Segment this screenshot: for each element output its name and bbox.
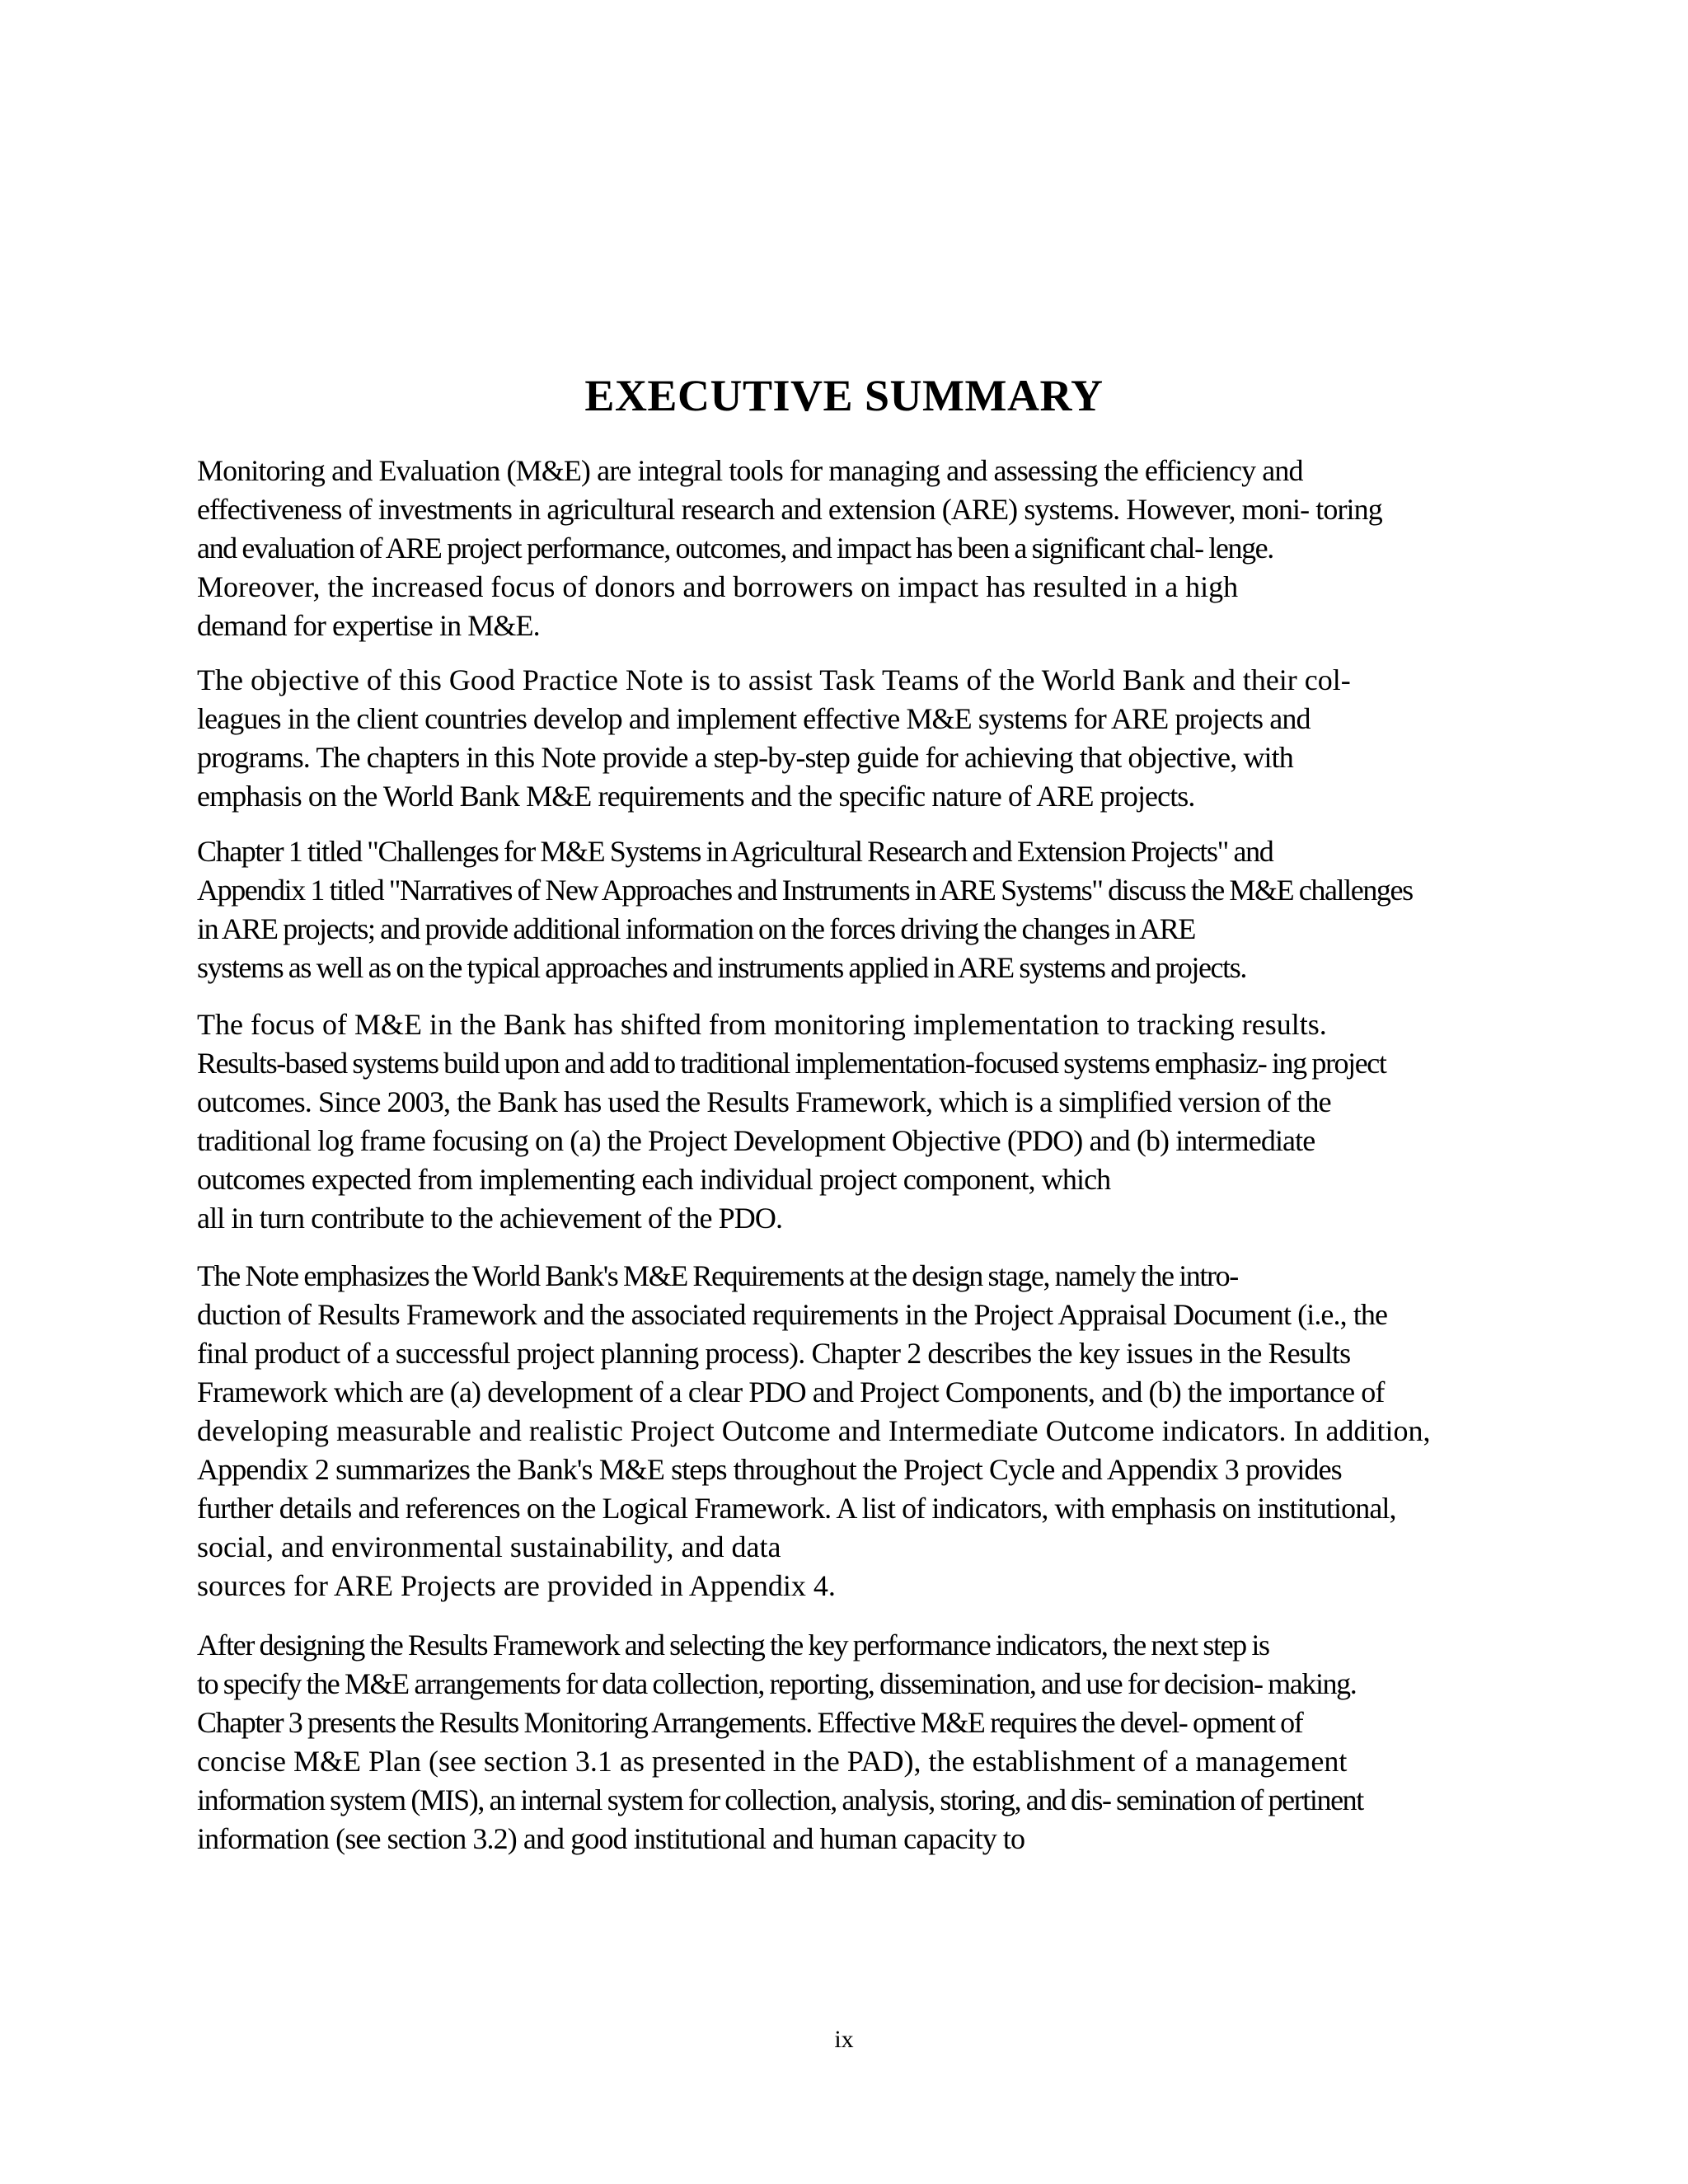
text-line: further details and references on the Logical Framework. A list of indicators, with emphasis on institutional,: [197, 1492, 1396, 1525]
text-line: in ARE projects; and provide additional information on the forces driving the changes in ARE: [197, 912, 1195, 945]
text-line: systems as well as on the typical approaches and instruments applied in ARE systems and projects.: [197, 951, 1246, 984]
text-line: Results-based systems build upon and add to traditional implementation-focused systems emphasiz- ing project: [197, 1047, 1386, 1080]
text-line: information system (MIS), an internal system for collection, analysis, storing, and dis- semination of pertinent: [197, 1783, 1363, 1816]
text-line: social, and environmental sustainability, and data: [197, 1530, 781, 1563]
text-line: traditional log frame focusing on (a) the Project Development Objective (PDO) and (b) intermediate: [197, 1124, 1315, 1157]
text-line: leagues in the client countries develop and implement effective M&E systems for ARE projects and: [197, 702, 1311, 735]
text-line: Chapter 1 titled "Challenges for M&E Systems in Agricultural Research and Extension Projects" and: [197, 835, 1273, 868]
text-line: The Note emphasizes the World Bank's M&E Requirements at the design stage, namely the intro-: [197, 1259, 1238, 1292]
paragraph-1: [197, 452, 1516, 645]
text-line: duction of Results Framework and the associated requirements in the Project Appraisal Document (i.e., the: [197, 1298, 1388, 1331]
text-line: After designing the Results Framework and selecting the key performance indicators, the next step is: [197, 1629, 1269, 1661]
text-line: emphasis on the World Bank M&E requirements and the specific nature of ARE projects.: [197, 780, 1195, 813]
text-line: programs. The chapters in this Note provide a step-by-step guide for achieving that objective, with: [197, 741, 1293, 774]
text-line: and evaluation of ARE project performance, outcomes, and impact has been a significant chal- lenge.: [197, 532, 1273, 565]
text-line: The focus of M&E in the Bank has shifted from monitoring implementation to tracking results.: [197, 1008, 1327, 1041]
text-line: Chapter 3 presents the Results Monitoring Arrangements. Effective M&E requires the devel- opment of: [197, 1706, 1303, 1739]
text-line: Appendix 2 summarizes the Bank's M&E steps throughout the Project Cycle and Appendix 3 provides: [197, 1453, 1342, 1486]
text-line: Framework which are (a) development of a clear PDO and Project Components, and (b) the importance of: [197, 1376, 1385, 1408]
paragraph-5: [197, 1257, 1516, 1605]
paragraph-2: [197, 661, 1516, 816]
paragraph-4: [197, 1005, 1516, 1238]
text-line: sources for ARE Projects are provided in Appendix 4.: [197, 1569, 836, 1602]
text-line: outcomes. Since 2003, the Bank has used the Results Framework, which is a simplified version of the: [197, 1085, 1331, 1118]
text-line: final product of a successful project planning process). Chapter 2 describes the key issues in the Results: [197, 1337, 1351, 1370]
text-line: The objective of this Good Practice Note is to assist Task Teams of the World Bank and their col-: [197, 663, 1351, 696]
page-title: EXECUTIVE SUMMARY: [584, 371, 1104, 420]
text-line: concise M&E Plan (see section 3.1 as presented in the PAD), the establishment of a management: [197, 1745, 1348, 1778]
text-line: all in turn contribute to the achievement of the PDO.: [197, 1202, 783, 1235]
page-number: ix: [834, 2026, 854, 2053]
paragraph-6: [197, 1626, 1516, 1858]
text-line: demand for expertise in M&E.: [197, 609, 540, 642]
text-line: outcomes expected from implementing each individual project component, which: [197, 1163, 1111, 1196]
text-line: developing measurable and realistic Project Outcome and Intermediate Outcome indicators. In addition,: [197, 1414, 1431, 1447]
text-line: effectiveness of investments in agricultural research and extension (ARE) systems. However, moni- toring: [197, 493, 1382, 526]
text-line: information (see section 3.2) and good institutional and human capacity to: [197, 1822, 1025, 1855]
text-line: to specify the M&E arrangements for data collection, reporting, dissemination, and use for decision- making.: [197, 1667, 1357, 1700]
text-line: Appendix 1 titled "Narratives of New Approaches and Instruments in ARE Systems" discuss the M&E challenges: [197, 874, 1413, 907]
text-line: Monitoring and Evaluation (M&E) are integral tools for managing and assessing the efficiency and: [197, 454, 1303, 487]
paragraph-3: [197, 832, 1516, 987]
text-line: Moreover, the increased focus of donors and borrowers on impact has resulted in a high: [197, 570, 1239, 603]
